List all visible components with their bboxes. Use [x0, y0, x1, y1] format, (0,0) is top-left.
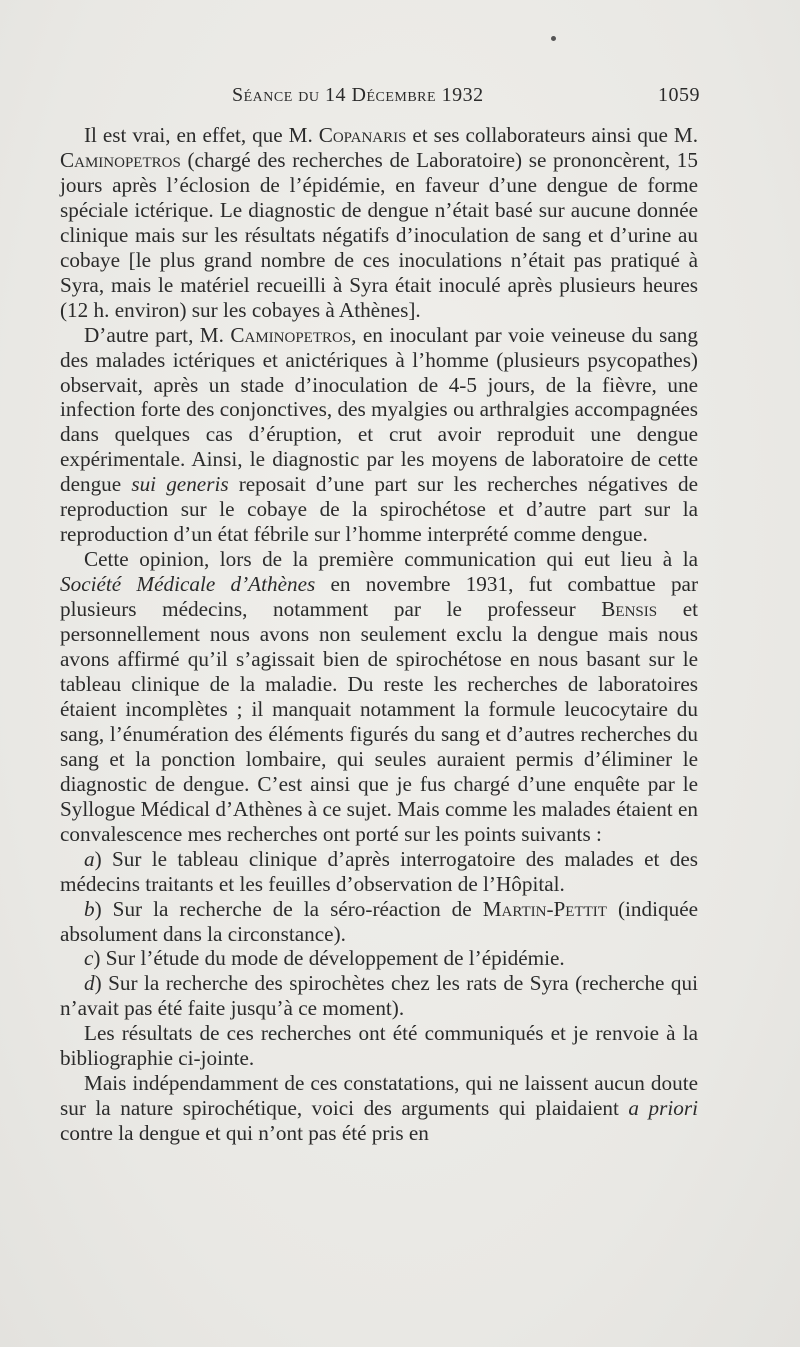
italic-term: sui generis: [131, 472, 229, 497]
paragraph-2: D’autre part, M. Caminopetros, en inoculant par voie veineuse du sang des malades ictériques et anictériques à l’homme (plusieurs psycopathes) observait, après un stade d’inoculation de 4-5 jours, de la fièvre, une infection forte des conjonctives, des myalgies ou arthralgies accompagnées dans quelques cas d’éruption, et crut avoir reproduit une dengue expérimentale. Ainsi, le diagnostic par les moyens de laboratoire de cette dengue sui generis reposait d’une part sur les recherches négatives de reproduction sur le cobaye de la spirochétose et d’autre part sur la reproduction d’un état fébrile sur l’homme interprété comme dengue.: [60, 322, 698, 547]
list-item-b: b) Sur la recherche de la séro-réaction de Martin-Pettit (indiquée absolument dans la circonstance).: [60, 896, 698, 946]
ink-speck: [551, 36, 556, 41]
paragraph-3: Cette opinion, lors de la première communication qui eut lieu à la Société Médicale d’Athènes en novembre 1931, fut combattue par plusieurs médecins, notamment par le professeur Bensis et personnellement nous avons non seulement exclu la dengue mais nous avons affirmé qu’il s’agissait bien de spirochétose en nous basant sur le tableau clinique de la maladie. Du reste les recherches de laboratoires étaient incomplètes ; il manquait notamment la formule leucocytaire du sang, l’énumération des éléments figurés du sang et d’autres recherches du sang et la ponction lombaire, qui seules auraient permis d’éliminer le diagnostic de dengue. C’est ainsi que je fus chargé d’une enquête par le Syllogue Médical d’Athènes à ce sujet. Mais comme les malades étaient en convalescence mes recherches ont porté sur les points suivants :: [60, 547, 698, 846]
paragraph-5: Mais indépendamment de ces constatations, qui ne laissent aucun doute sur la nature spirochétique, voici des arguments qui plaidaient a priori contre la dengue et qui n’ont pas été pris en: [60, 1071, 698, 1146]
author-name: Bensis: [601, 597, 658, 622]
author-name: Martin-Pettit: [482, 896, 607, 921]
author-name: Caminopetros: [230, 322, 352, 347]
list-marker: d: [84, 971, 95, 996]
page-number: 1059: [658, 84, 700, 106]
list-item-a: a) Sur le tableau clinique d’après interrogatoire des malades et des médecins traitants et les feuilles d’observation de l’Hôpital.: [60, 846, 698, 896]
body-text: [60, 123, 698, 1146]
running-title: Séance du 14 Décembre 1932: [232, 84, 484, 106]
list-item-c: c) Sur l’étude du mode de développement de l’épidémie.: [84, 946, 565, 971]
page-header: [60, 84, 700, 114]
paragraph-4: Les résultats de ces recherches ont été communiqués et je renvoie à la bibliographie ci-jointe.: [60, 1021, 698, 1071]
italic-term: Société Médicale d’Athènes: [60, 572, 316, 597]
italic-term: a priori: [628, 1096, 698, 1121]
author-name: Caminopetros: [60, 147, 181, 172]
list-marker: a: [84, 846, 95, 871]
list-marker: b: [84, 896, 95, 921]
list-item-d: d) Sur la recherche des spirochètes chez les rats de Syra (recherche qui n’avait pas été faite jusqu’à ce moment).: [60, 971, 698, 1021]
list-marker: c: [84, 946, 94, 971]
author-name: Copanaris: [318, 123, 407, 147]
paragraph-1: Il est vrai, en effet, que M. Copanaris et ses collaborateurs ainsi que M. Caminopetros (chargé des recherches de Laboratoire) se prononcèrent, 15 jours après l’éclosion de l’épidémie, en faveur d’une dengue de forme spéciale ictérique. Le diagnostic de dengue n’était basé sur aucune donnée clinique mais sur les résultats négatifs d’inoculation de sang et d’urine au cobaye [le plus grand nombre de ces inoculations n’était pas pratiqué à Syra, mais le matériel recueilli à Syra était inoculé après plusieurs heures (12 h. environ) sur les cobayes à Athènes].: [60, 123, 698, 322]
